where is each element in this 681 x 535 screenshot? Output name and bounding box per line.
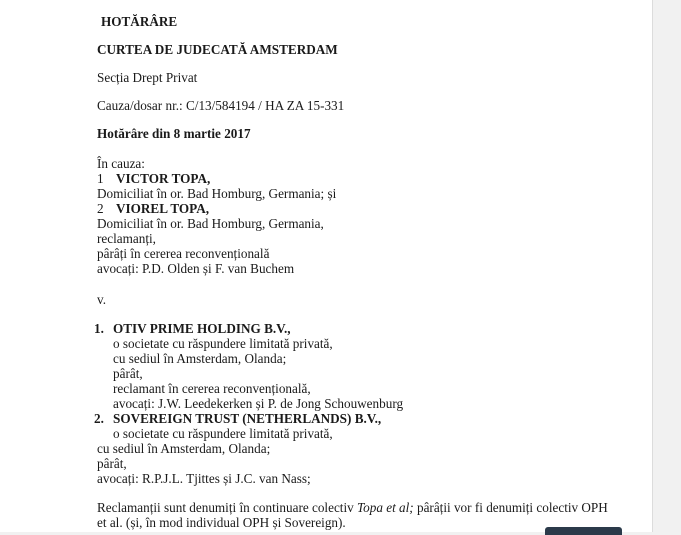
versus-label: v. <box>97 292 107 307</box>
party-2-lawyers: avocați: P.D. Olden și F. van Buchem <box>97 261 295 276</box>
defendant-1-lawyers: avocați: J.W. Leedekerken și P. de Jong Schouwenburg <box>113 396 404 411</box>
final-paragraph-line-2: et al. (și, în mod individual OPH și Sovereign). <box>97 515 346 530</box>
defendant-2-role: pârât, <box>97 456 127 471</box>
party-2-role: reclamanți, <box>97 231 156 246</box>
case-number: Cauza/dosar nr.: C/13/584194 / HA ZA 15-331 <box>97 98 345 113</box>
final-text-a: Reclamanții sunt denumiți în continuare colectiv <box>97 500 358 515</box>
defendant-2-name: SOVEREIGN TRUST (NETHERLANDS) B.V., <box>113 411 382 426</box>
final-paragraph-line-1 <box>97 500 608 515</box>
in-cause-label: În cauza: <box>97 156 145 171</box>
party-2-address: Domiciliat în or. Bad Homburg, Germania, <box>97 216 324 231</box>
defendant-1-role: pârât, <box>113 366 143 381</box>
court-name: CURTEA DE JUDECATĂ AMSTERDAM <box>97 42 338 57</box>
defendant-2-type: o societate cu răspundere limitată privată, <box>113 426 333 441</box>
defendant-2-lawyers: avocați: R.P.J.L. Tjittes și J.C. van Nass; <box>97 471 311 486</box>
section-name: Secția Drept Privat <box>97 70 198 85</box>
defendant-2-number: 2. <box>94 411 104 426</box>
party-2-role-counterclaim: pârâți în cererea reconvențională <box>97 246 270 261</box>
document-heading: HOTĂRÂRE <box>101 14 178 29</box>
defendant-1-type: o societate cu răspundere limitată privată, <box>113 336 333 351</box>
decision-date: Hotărâre din 8 martie 2017 <box>97 126 251 141</box>
party-2-name: VIOREL TOPA, <box>116 201 210 216</box>
party-1-address: Domiciliat în or. Bad Homburg, Germania; și <box>97 186 337 201</box>
defendant-1-number: 1. <box>94 321 104 336</box>
party-1-number: 1 <box>97 171 104 186</box>
defendant-1-name: OTIV PRIME HOLDING B.V., <box>113 321 291 336</box>
defendant-2-address: cu sediul în Amsterdam, Olanda; <box>97 441 271 456</box>
final-text-italic: Topa et al; <box>357 500 414 515</box>
floating-toolbar-tab[interactable] <box>545 527 622 535</box>
defendant-1-counterclaim: reclamant în cererea reconvențională, <box>113 381 311 396</box>
party-1-name: VICTOR TOPA, <box>116 171 211 186</box>
defendant-1-address: cu sediul în Amsterdam, Olanda; <box>113 351 287 366</box>
party-2-number: 2 <box>97 201 104 216</box>
final-text-c: pârâții vor fi denumiți colectiv OPH <box>413 500 608 515</box>
